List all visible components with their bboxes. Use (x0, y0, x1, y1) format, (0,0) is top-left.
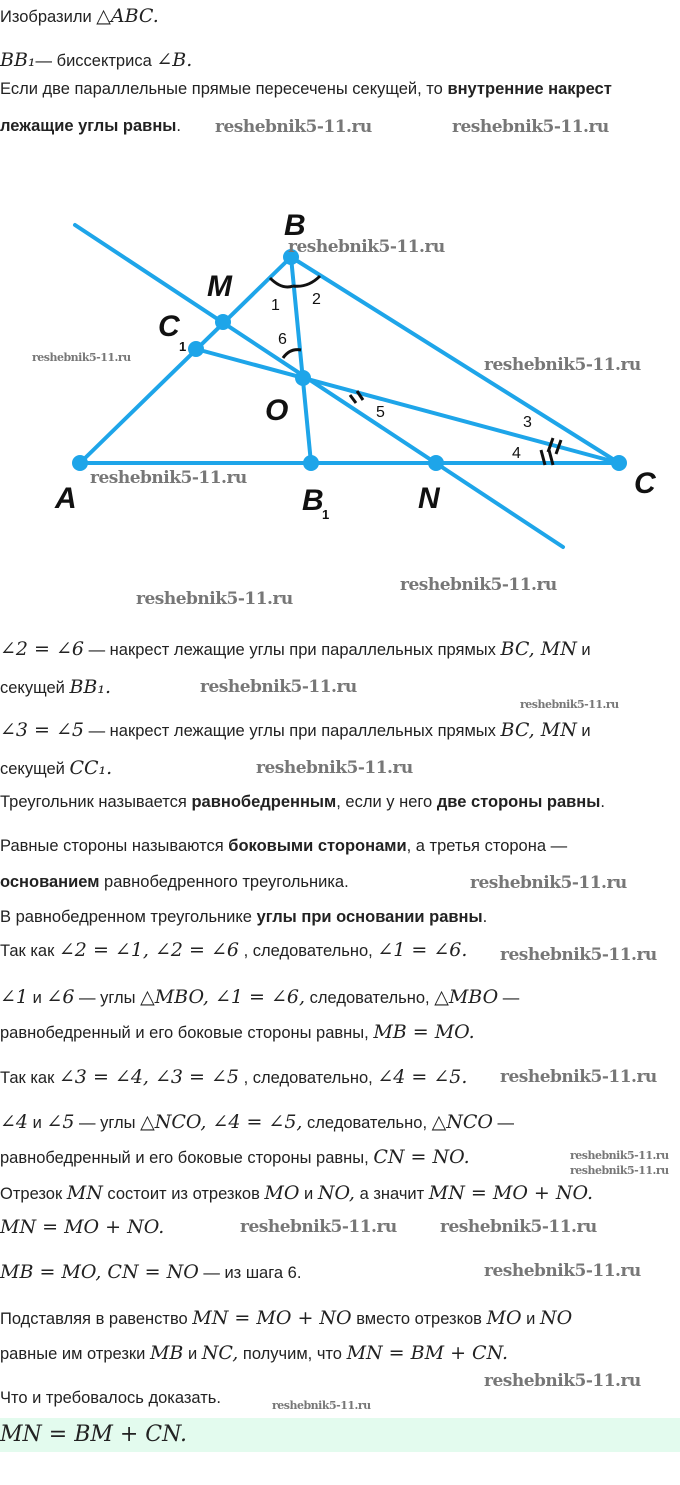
watermark: reshebnik5-11.ru (570, 1164, 669, 1177)
text: . (482, 908, 488, 926)
text: Что и требовалось доказать. (0, 1389, 221, 1407)
math-expression: ∠2 = ∠6 (0, 638, 85, 660)
math-expression: NO (539, 1307, 573, 1329)
text: следовательно, (302, 1114, 432, 1132)
text: и (576, 722, 591, 740)
math-expression: △MBO, ∠1 = ∠6, (140, 986, 306, 1008)
watermark: reshebnik5-11.ru (520, 698, 619, 711)
angle-label-3: 3 (523, 414, 532, 431)
answer-text: MN = BM + CN. (0, 1422, 187, 1447)
math-expression: ∠B. (156, 49, 193, 71)
math-expression: MN = MO + NO. (428, 1182, 594, 1204)
watermark: reshebnik5-11.ru (440, 1217, 597, 1237)
text: — накрест лежащие углы при параллельных прямых (84, 722, 501, 740)
text: , следовательно, (239, 942, 378, 960)
text: Если две параллельные прямые пересечены секущей, то (0, 80, 448, 98)
math-expression: CC₁. (69, 757, 113, 779)
math-expression: ∠4 (0, 1111, 29, 1133)
text: секущей (0, 679, 70, 697)
label-c1-subscript: 1 (179, 339, 187, 354)
bold-text: две стороны равны (436, 793, 601, 811)
paragraph (0, 1387, 221, 1409)
label-c: C (634, 467, 656, 500)
label-o: O (265, 394, 289, 427)
paragraph (0, 638, 591, 661)
watermark: reshebnik5-11.ru (452, 117, 609, 137)
text: и (299, 1185, 318, 1203)
watermark: reshebnik5-11.ru (136, 589, 293, 609)
angle-label-5: 5 (376, 404, 385, 421)
math-expression: ∠1 (0, 986, 29, 1008)
paragraph (0, 719, 591, 742)
point-n (428, 455, 444, 471)
math-expression: MB (149, 1342, 184, 1364)
text: Изобразили (0, 8, 97, 26)
text: — (492, 1114, 515, 1132)
math-expression: △NCO, ∠4 = ∠5, (140, 1111, 303, 1133)
math-expression: BB₁ (0, 49, 36, 71)
text: . (600, 793, 605, 811)
math-expression: NC, (201, 1342, 239, 1364)
math-expression: ∠3 = ∠5 (0, 719, 85, 741)
paragraph (0, 49, 192, 72)
paragraph (0, 1342, 508, 1365)
angle-label-6: 6 (278, 331, 287, 348)
text: равнобедренный и его боковые стороны равны, (0, 1024, 374, 1042)
bold-text: основанием (0, 873, 100, 891)
angle-label-2: 2 (312, 291, 321, 308)
label-b1: B (302, 484, 324, 517)
text: и (28, 989, 47, 1007)
text: следовательно, (305, 989, 435, 1007)
paragraph (0, 1146, 470, 1169)
text: , следовательно, (239, 1069, 378, 1087)
text: , а третья сторона — (406, 837, 568, 855)
point-o (295, 370, 311, 386)
watermark: reshebnik5-11.ru (256, 758, 413, 778)
point-c1 (188, 341, 204, 357)
watermark: reshebnik5-11.ru (470, 873, 627, 893)
watermark: reshebnik5-11.ru (215, 117, 372, 137)
math-expression: BB₁. (69, 676, 112, 698)
text: а значит (354, 1185, 429, 1203)
math-expression: ∠5 (46, 1111, 75, 1133)
text: . (176, 117, 181, 135)
math-expression: CN = NO. (373, 1146, 470, 1168)
math-expression: MB = MO, CN = NO (0, 1261, 199, 1283)
watermark: reshebnik5-11.ru (484, 1261, 641, 1281)
label-c1: C (158, 310, 180, 343)
text: — биссектриса (35, 52, 157, 70)
text: — из шага 6. (198, 1264, 302, 1282)
watermark: reshebnik5-11.ru (288, 237, 445, 257)
text: — углы (74, 989, 141, 1007)
text: Подставляя в равенство (0, 1310, 193, 1328)
math-expression: MN = MO + NO (192, 1307, 352, 1329)
text: равнобедренный и его боковые стороны равны, (0, 1149, 374, 1167)
math-expression: △ABC. (96, 5, 159, 27)
watermark: reshebnik5-11.ru (484, 355, 641, 375)
point-m (215, 314, 231, 330)
angle-label-1: 1 (271, 297, 280, 314)
point-c (611, 455, 627, 471)
text: Треугольник называется (0, 793, 192, 811)
text: — углы (74, 1114, 141, 1132)
point-b1 (303, 455, 319, 471)
text: вместо отрезков (351, 1310, 487, 1328)
angle-label-4: 4 (512, 445, 521, 462)
bold-text: лежащие углы равны (0, 117, 177, 135)
paragraph (0, 1307, 572, 1330)
label-a: A (55, 482, 77, 515)
paragraph (0, 1261, 301, 1284)
paragraph (0, 1021, 475, 1044)
paragraph (0, 1182, 593, 1205)
text: Равные стороны называются (0, 837, 229, 855)
math-expression: BC, MN (500, 638, 577, 660)
math-expression: ∠1 = ∠6. (377, 939, 468, 961)
math-expression: ∠6 (46, 986, 75, 1008)
math-expression: MO (264, 1182, 300, 1204)
paragraph (0, 1216, 164, 1239)
paragraph (0, 5, 159, 28)
math-expression: MO (486, 1307, 522, 1329)
watermark: reshebnik5-11.ru (500, 1067, 657, 1087)
bold-text: равнобедренным (191, 793, 337, 811)
bold-text: углы при основании равны (256, 908, 483, 926)
paragraph (0, 115, 181, 137)
paragraph (0, 78, 612, 100)
math-expression: MN = MO + NO. (0, 1216, 165, 1238)
math-expression: NO, (317, 1182, 355, 1204)
watermark: reshebnik5-11.ru (400, 575, 557, 595)
math-expression: MN = BM + CN. (346, 1342, 509, 1364)
text: — накрест лежащие углы при параллельных прямых (84, 641, 501, 659)
watermark: reshebnik5-11.ru (240, 1217, 397, 1237)
paragraph (0, 871, 349, 893)
bisector-bb1 (291, 257, 311, 463)
math-expression: ∠2 = ∠1, ∠2 = ∠6 (58, 939, 240, 961)
text: и (521, 1310, 540, 1328)
label-b1-subscript: 1 (322, 507, 330, 522)
watermark: reshebnik5-11.ru (90, 468, 247, 488)
math-expression: ∠3 = ∠4, ∠3 = ∠5 (58, 1066, 240, 1088)
label-n: N (418, 482, 440, 515)
label-b: B (284, 209, 306, 242)
math-expression: MN (66, 1182, 103, 1204)
paragraph (0, 1066, 467, 1089)
text: равные им отрезки (0, 1345, 150, 1363)
paragraph (0, 676, 111, 699)
paragraph (0, 791, 605, 813)
watermark: reshebnik5-11.ru (200, 677, 357, 697)
text: секущей (0, 760, 70, 778)
text: , если у него (336, 793, 437, 811)
answer-box (0, 1418, 680, 1452)
math-expression: △MBO (434, 986, 499, 1008)
bold-text: внутренние накрест (447, 80, 612, 98)
text: Так как (0, 942, 59, 960)
paragraph (0, 757, 112, 780)
text: Отрезок (0, 1185, 67, 1203)
label-m: M (207, 270, 232, 303)
watermark: reshebnik5-11.ru (484, 1371, 641, 1391)
bold-text: боковыми сторонами (228, 837, 407, 855)
text: и (576, 641, 591, 659)
text: В равнобедренном треугольнике (0, 908, 257, 926)
text: и (183, 1345, 202, 1363)
math-expression: ∠4 = ∠5. (377, 1066, 468, 1088)
watermark: reshebnik5-11.ru (570, 1149, 669, 1162)
paragraph (0, 906, 487, 928)
paragraph (0, 1111, 514, 1134)
text: — (498, 989, 520, 1007)
text: Так как (0, 1069, 59, 1087)
point-a (72, 455, 88, 471)
text: состоит из отрезков (102, 1185, 265, 1203)
paragraph (0, 835, 567, 857)
text: получим, что (238, 1345, 347, 1363)
paragraph (0, 939, 467, 962)
text: и (28, 1114, 47, 1132)
watermark: reshebnik5-11.ru (32, 351, 131, 364)
math-expression: △NCO (431, 1111, 493, 1133)
text: равнобедренного треугольника. (99, 873, 349, 891)
watermark: reshebnik5-11.ru (272, 1399, 371, 1412)
paragraph (0, 986, 519, 1009)
math-expression: MB = MO. (373, 1021, 475, 1043)
math-expression: BC, MN (500, 719, 577, 741)
watermark: reshebnik5-11.ru (500, 945, 657, 965)
